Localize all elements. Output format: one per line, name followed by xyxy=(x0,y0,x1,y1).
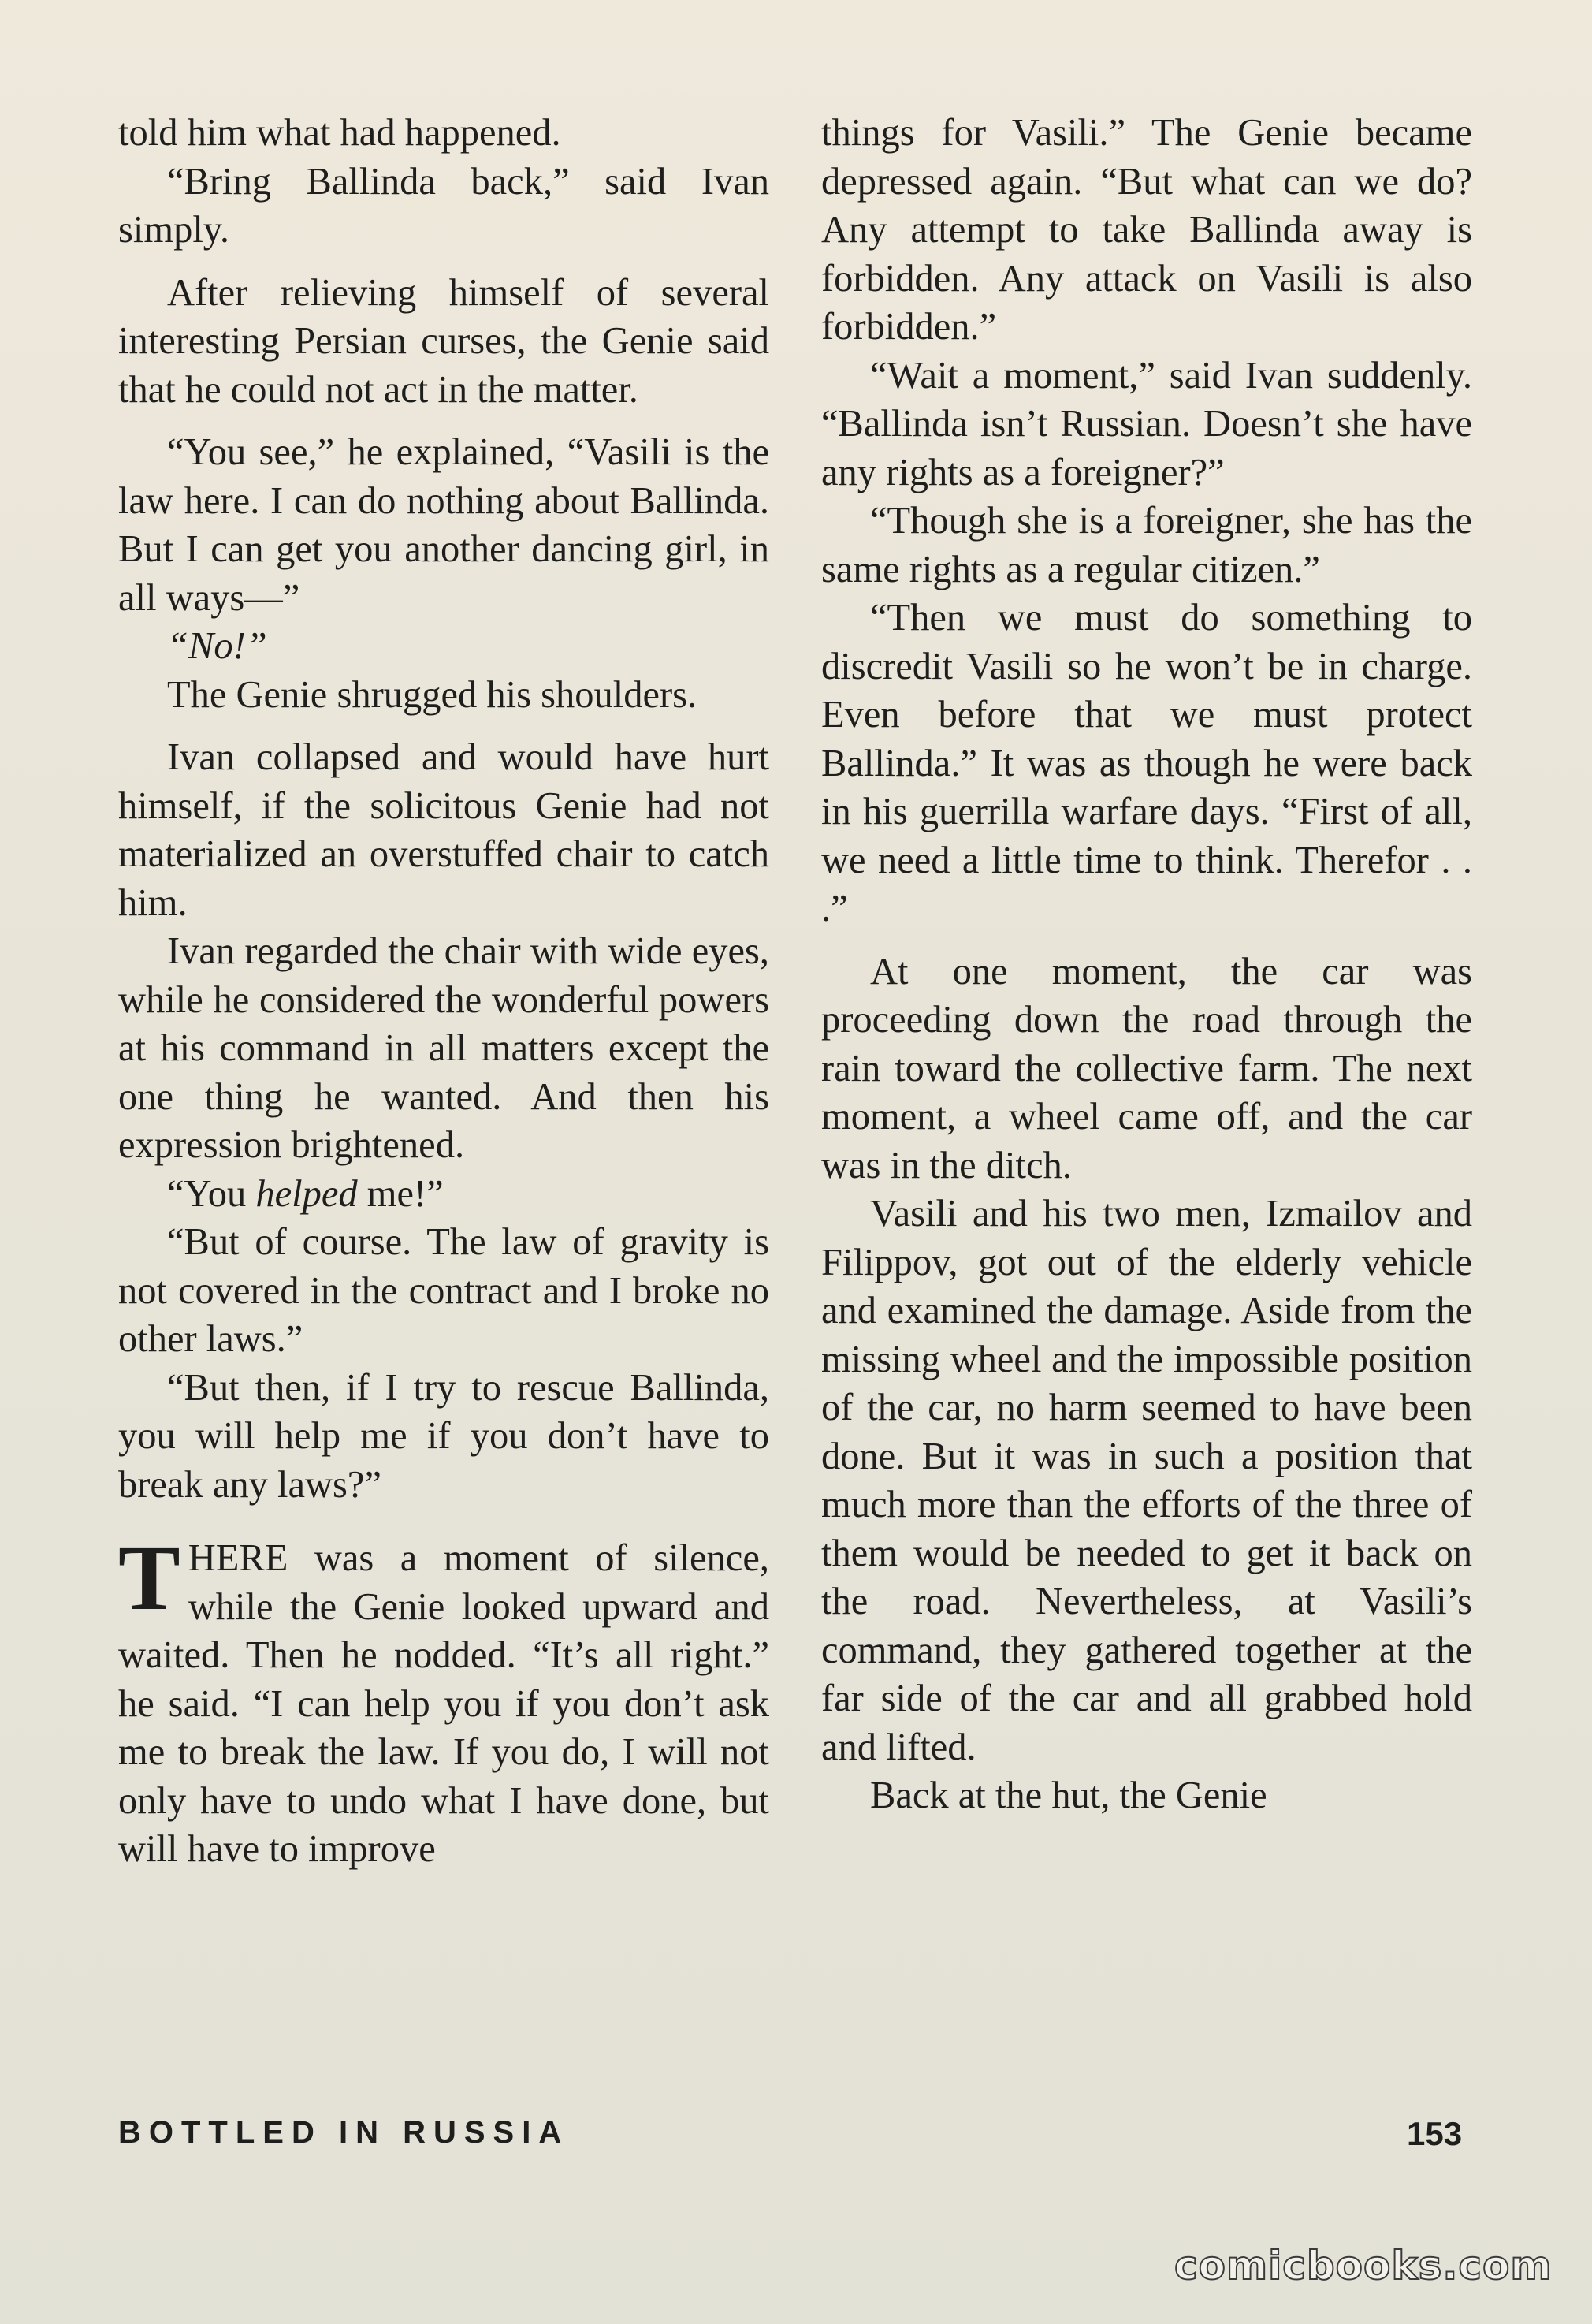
italic-exclamation: “No!” xyxy=(167,625,267,667)
paragraph: Ivan collapsed and would have hurt himself, if the solicitous Genie had not materialized an overstuffed chair to catch him. xyxy=(118,736,769,924)
paragraph: “But of course. The law of gravity is not covered in the contract and I broke no other laws.” xyxy=(118,1221,769,1360)
paragraph: Back at the hut, the Genie xyxy=(870,1775,1267,1816)
paragraph: “Though she is a foreigner, she has the same rights as a regular citizen.” xyxy=(821,500,1472,590)
paragraph: The Genie shrugged his shoulders. xyxy=(167,673,697,716)
right-column xyxy=(821,109,1472,1820)
text-run: me!” xyxy=(357,1172,444,1215)
watermark-logo: comicbooks.com xyxy=(1174,2243,1553,2289)
paragraph: “Then we must do something to discredit Vasili so he won’t be in charge. Even before that we must protect Ballinda.” It was as though he were back in his guerrilla warfare days. “First of all, we need a little time to think. Therefor . . .” xyxy=(821,597,1472,929)
paragraph: After relieving himself of several interesting Persian curses, the Genie said that he could not act in the matter. xyxy=(118,271,769,411)
paragraph xyxy=(118,622,769,671)
paragraph: things for Vasili.” The Genie became depressed again. “But what can we do? Any attempt to take Ballinda away is forbidden. Any attack on Vasili is also forbidden.” xyxy=(821,112,1472,348)
paragraph: “You see,” he explained, “Vasili is the law here. I can do nothing about Ballinda. But I can get you another dancing girl, in all ways—” xyxy=(118,431,769,619)
running-title: BOTTLED IN RUSSIA xyxy=(118,2115,570,2150)
drop-cap: T xyxy=(118,1526,180,1629)
text-run: HERE was a moment of silence, while the Genie looked upward and waited. Then he nodded. “It’s all right.” he said. “I can help you if you don’t ask me to break the law. If you do, I will not only have to undo what I have done, but will have to improve xyxy=(118,1537,769,1870)
section-start-paragraph xyxy=(118,1526,769,1874)
italic-word: helped xyxy=(255,1172,358,1215)
paragraph: Ivan regarded the chair with wide eyes, while he considered the wonderful powers at his command in all matters except the one thing he wanted. And then his expression brightened. xyxy=(118,930,769,1166)
paragraph: told him what had happened. xyxy=(118,112,561,154)
paragraph: “Wait a moment,” said Ivan suddenly. “Ballinda isn’t Russian. Doesn’t she have any rights as a foreigner?” xyxy=(821,354,1472,493)
page-number: 153 xyxy=(1407,2115,1463,2152)
left-column xyxy=(118,109,769,1874)
paragraph: Vasili and his two men, Izmailov and Filippov, got out of the elderly vehicle and examined the damage. Aside from the missing wheel and the impossible position of the car, no harm seemed to have been done. But it was in such a position that much more than the efforts of the three of them would be needed to get it back on the road. Nevertheless, at Vasili’s command, they gathered together at the far side of the car and all grabbed hold and lifted. xyxy=(821,1193,1472,1768)
text-run: “You xyxy=(167,1172,256,1215)
paragraph: At one moment, the car was proceeding down the road through the rain toward the collective farm. The next moment, a wheel came off, and the car was in the ditch. xyxy=(821,950,1472,1186)
paragraph: “Bring Ballinda back,” said Ivan simply. xyxy=(118,160,769,251)
paragraph xyxy=(118,1170,769,1219)
paragraph: “But then, if I try to rescue Ballinda, you will help me if you don’t have to break any laws?” xyxy=(118,1366,769,1506)
